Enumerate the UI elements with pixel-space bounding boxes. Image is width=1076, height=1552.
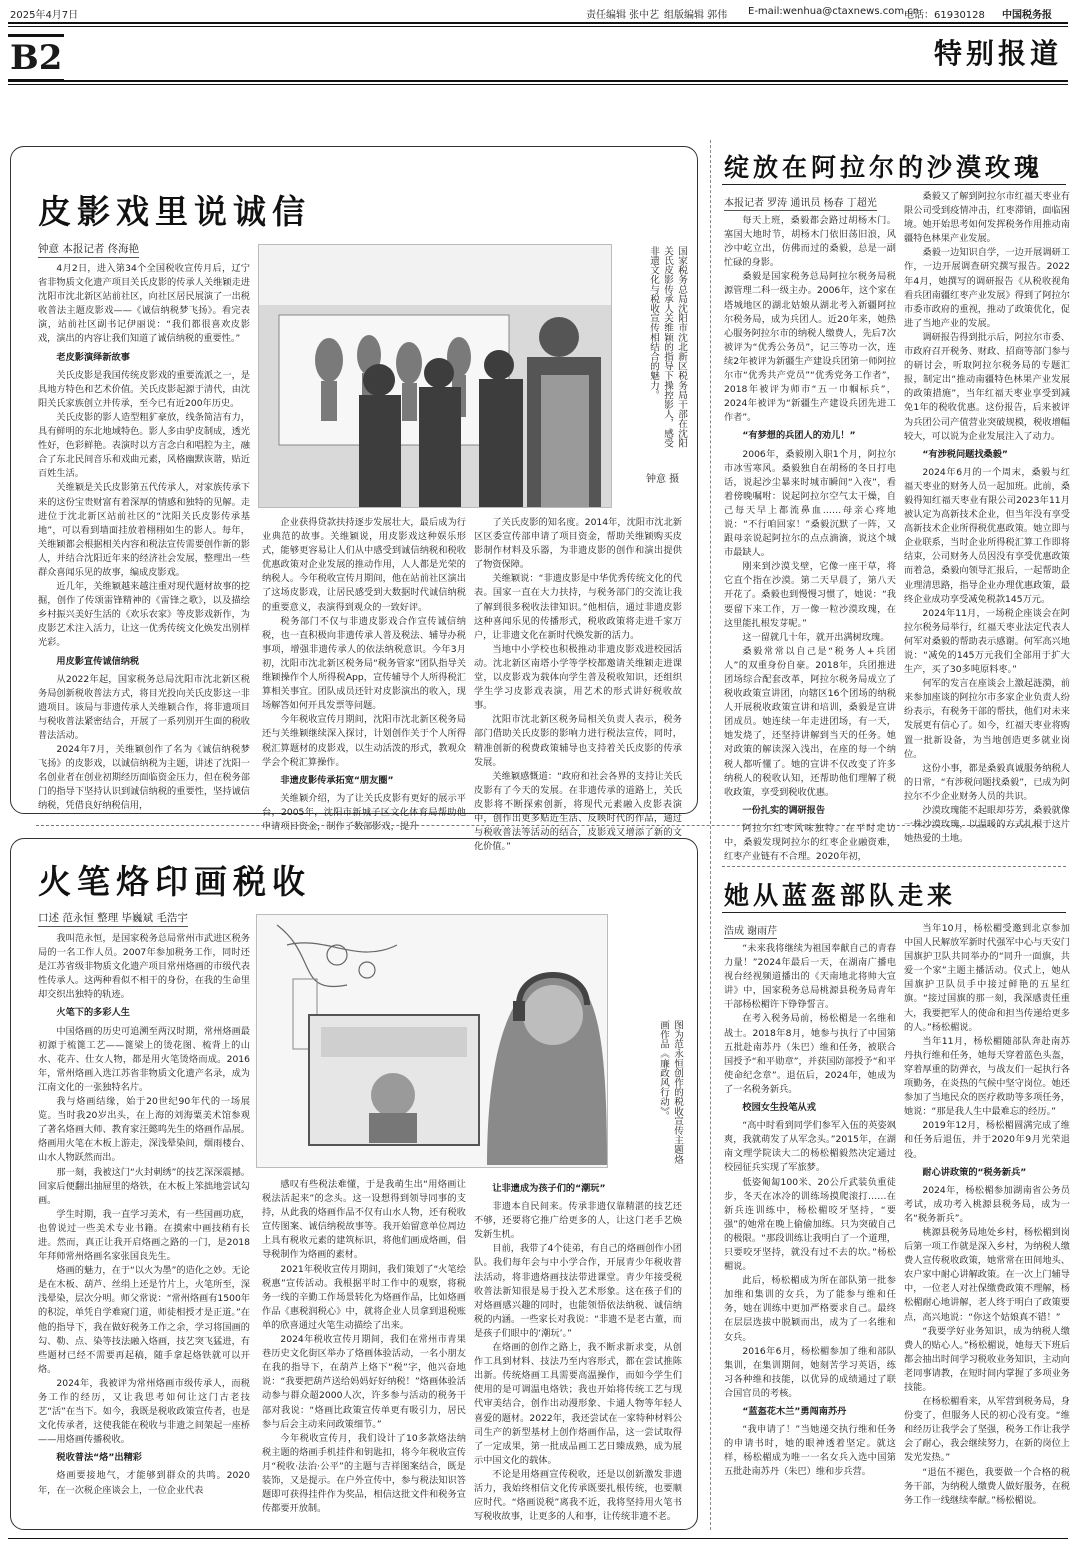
- subheading: 非遗皮影传承拓宽“朋友圈”: [280, 774, 394, 786]
- paragraph: “我申请了！”当她递交执行维和任务的申请书时，她的眼神透着坚定。就这样，杨松楣成为唯一一名女兵入选中国第五批赴南苏丹（朱巴）维和步兵营。: [724, 1424, 896, 1478]
- paragraph: 关氏皮影的影人造型粗犷豪放，线条简洁有力，具有鲜明的东北地域特色。影人多由驴皮制成，透光性好，色彩鲜艳。表演时以方言念白和唱腔为主，融合了东北民间音乐和戏曲元素，风格幽默诙谐，贴近百姓生活。: [38, 411, 250, 480]
- paragraph: 2006年，桑毅刚入职1个月，阿拉尔市冰雪寒风。桑毅独自在胡杨的冬日打电话，说起沙尘暴来时城市瞬间“入夜”，看着傍晚嘱咐：说起阿拉尔空气太干燥，自己每天早上都流鼻血……母亲心疼地说：“不行咱回家！”桑毅沉默了一阵，又跟母亲说起阿拉尔的点点滴滴，说这个城市最缺人。: [724, 448, 896, 559]
- subheading: 一份扎实的调研报告: [742, 804, 826, 816]
- paragraph: 桃源县税务局地处乡村，杨松楣到岗后第一项工作就是深入乡村，为纳税人缴费人宣传税收政策，她常常在田间地头、农户家中耐心讲解政策。在一次上门辅导中，一位老人对社保缴费政策不理解，杨松楣耐心地讲解，老人终于明白了政策要点，高兴地说：“你这个姑娘真不错！”: [904, 1226, 1070, 1323]
- paragraph: 企业获得贷款扶持逐步发展壮大，最后成为行业典范的故事。关维颖说，用皮影戏这种娱乐形式，能够更容易让人们从中感受到诚信纳税和税收优惠政策对企业发展的推动作用，人人都是光荣的纳税人。今年税收宣传月期间，他在站前社区演出了这场皮影戏，让居民感受到大数据时代诚信纳税的重要意义，表演得到观众的一致好评。: [262, 517, 466, 613]
- subheading: 用皮影宣传诚信纳税: [56, 655, 140, 667]
- paragraph: 2024年11月，一场税企座谈会在阿拉尔税务局举行，红福天枣业法定代表人何军对桑毅的帮助表示感谢。何军高兴地说：“减免的145万元我们全部用于扩大生产，买了30多吨原料枣。”: [904, 607, 1070, 676]
- story-right-separator: [722, 866, 1066, 867]
- paragraph: 关维颖介绍，为了让关氏皮影有更好的展示平台，2005年，沈阳市新城子区文化体育局帮助他申请项目资金，制作了数部影戏，提升: [262, 792, 466, 832]
- paragraph: 不论是用烙画宣传税收，还是以创新激发非遗活力，我始终相信文化传承既要扎根传统，也要顺应时代。“烙画说税”离我不近，我将坚持用火笔书写税收故事，让更多的人和事，让传统非遗不老。: [474, 1468, 682, 1523]
- shadow-puppet-photo-credit: 钟意 摄: [646, 474, 680, 485]
- paragraph: 我叫范永恒，是国家税务总局常州市武进区税务局的一名工作人员。2007年参加税务工作，同时还是江苏省级非物质文化遗产项目常州烙画的市级代表性传承人。这两种看似不相干的身份，在我的生命里却交织出独特的轨迹。: [38, 933, 250, 1001]
- paragraph: 关维颖是关氏皮影第五代传承人，对家族传承下来的这份宝贵财富有着深厚的情感和独特的见解。走进位于沈北新区站前社区的“沈阳关氏皮影传承基地”，可以看到墙面挂放着栩栩如生的影人。每年，关维颖都会根据相关内容和税法宣传需要创作新的影人，并结合沈阳近年来的经济社会发展，整理出一些群众喜闻乐见的故事，编成皮影戏。: [38, 482, 250, 578]
- paragraph: 当年11月，杨松楣随部队奔赴南苏丹执行维和任务，她每天穿着蓝色头盔，穿着厚重的防弹衣，与战友们一起执行各项勤务，在炎热的气候中坚守岗位。她还参加了当地民众的医疗救助等多项任务，她说：“那是我人生中最难忘的经历。”: [904, 1035, 1070, 1118]
- paragraph: 刚来到沙漠戈壁，它像一座干草，将它直个指在沙漠。第二天早晨了，第八天开花了。桑毅也到慢慢习惯了，她说：“我要留下来工作，万一像一粒沙漠玫瑰，在这里能扎根发芽呢。”: [724, 561, 896, 629]
- paragraph: 每天上班，桑毅都会路过胡杨木门。塞国大地时节，胡杨木门依旧荡旧浪，风沙中屹立出，仿佛而过的桑毅，总是一副忙碌的身影。: [724, 215, 896, 269]
- subheading: 火笔下的多彩人生: [56, 1007, 130, 1019]
- paragraph: 2024年，我被评为常州烙画市级传承人，而税务工作的经历，又让我思考如何让这门古老技艺“活”在当下。如今，我既是税收政策宣传者，也是文化传承者，这使我能在税收与非遗之间架起一座桥——用烙画传播税收。: [38, 1377, 250, 1446]
- paragraph: 目前，我带了4个徒弟，有自己的烙画创作小团队。我们每年会与中小学合作，开展青少年税收普法活动，将非遗烙画技法带进课堂。青少年接受税收普法新知很是易于投入艺术形象。这在孩子们的对烙画感兴趣的同时，也能领悟依法纳税、诚信纳税的内涵。一些家长对我说：“非遗不是老古董，而是孩子们眼中的‘潮玩’。”: [474, 1243, 682, 1339]
- paragraph: 我与烙画结缘，始于20世纪90年代的一场展览。当时我20岁出头，在上海的刘海粟美术馆参观了著名烙画大师、教育家汪懿鸣先生的烙画作品展。烙画用火笔在木板上游走，深浅晕染间，烟雨楼台、山水人物跃然而出。: [38, 1096, 250, 1164]
- paragraph: 此后，杨松楣成为所在部队第一批参加维和集训的女兵，为了能参与维和任务，她在训练中更加严格要求自己。最终在层层选拔中脱颖而出，成为了一名维和女兵。: [724, 1275, 896, 1343]
- paragraph: 桑毅又了解到阿拉尔市红福天枣业有限公司受到疫情冲击，红枣滞销，面临困境。她开始思考如何发挥税务作用推动南疆特色林果产业发展。: [904, 191, 1070, 245]
- paragraph: 低姿匍匐100米、20公斤武装负重徒步，冬天在冰冷的训练场摸爬滚打……在新兵连训练中，杨松楣咬牙坚持，“要强”的她常在晚上偷偷加练。只为突破自己的极限。“那段训练让我明白了一个道理，只要咬牙坚持，就没有过不去的坎。”杨松楣说。: [724, 1176, 896, 1273]
- designer-credit: 组版编辑 郭伟: [664, 10, 728, 21]
- story-desert-rose-rule: [722, 184, 1066, 185]
- paragraph: 2024年，杨松楣参加湖南省公务员考试，成功考入桃源县税务局，成为一名“税务新兵”。: [904, 1184, 1070, 1224]
- paragraph: 2016年6月，杨松楣参加了维和部队集训，在集训期间，她刻苦学习英语，练习各种维和技能，以优异的成绩通过了联合国官员的考核。: [724, 1345, 896, 1399]
- section-rule: [8, 80, 1068, 82]
- subheading: 老皮影演绎新故事: [56, 351, 130, 363]
- paragraph: 在考入税务局前，杨松楣是一名维和战士。2018年8月，她参与执行了中国第五批赴南苏丹（朱巴）维和任务，被联合国授予“和平勋章”，并获国防部授予“和平使命纪念章”。退伍后，2024年，她成为了一名税务新兵。: [724, 1013, 896, 1095]
- pyrography-photo-caption: 图为范永恒创作的税收宣传主题烙画作品《廉政风行动》。: [658, 1020, 683, 1164]
- paragraph: 在烙画的创作之路上，我不断求新求变，从创作工具到材料、技法乃至内容形式，都在尝试推陈出新。传统烙画工具需要高温操作，而如今学生们使用的是可调温电烙铁；我也开始将传统工艺与现代审美结合，创作出动漫形象、卡通人物等年轻人喜爱的题材。2022年，我还尝试在一家特种材料公司生产的新型基材上创作烙画作品，这一尝试取得了一定成果，第一批成品画工艺日臻成熟，成为展示中国文化的载体。: [474, 1342, 682, 1466]
- newspaper-name: 中国税务报: [1002, 10, 1052, 21]
- paragraph: 桑毅是国家税务总局阿拉尔税务局税源管理二科一级主办。2006年，这个家在塔城地区的湖北姑娘从湖北考入新疆阿拉尔税务局，成为兵团人。近20年来，她热心服务阿拉尔市的纳税人缴费人，先后7次被评为“优秀公务员”，记三等功一次，连续2年被评为新疆生产建设兵团第一师阿拉尔市“优秀共产党员”“优秀党务工作者”，2018年被评为师市“五一巾帼标兵”，2024年被评为“新疆生产建设兵团先进工作者”。: [724, 271, 896, 424]
- paragraph: 从2022年起，国家税务总局沈阳市沈北新区税务局创新税收普法方式，将目光投向关氏皮影这一非遗项目。该局与非遗传承人关维颖合作，将非遗项目与税收普法紧密结合，开展了一系列別开生面的税收普法活动。: [38, 673, 250, 741]
- page-number-text: B2: [8, 34, 64, 82]
- subheading: “有梦想的兵团人的劝儿！”: [742, 430, 856, 442]
- shadow-puppet-photo-caption: 国家税务总局沈阳市沈北新区税务局干部在沈阳关氏皮影传承人关维颖的指导下操控影人，感受非遗文化与税收宣传相结合的魅力。: [648, 246, 687, 448]
- story-blue-helmet-headline: 她从蓝盔部队走来: [724, 881, 957, 910]
- paragraph: “高中时看到同学们参军入伍的英姿飒爽，我就萌发了从军念头。”2015年，在湖南文理学院读大二的杨松楣毅然决定通过校园征兵实现了军旅梦。: [724, 1120, 896, 1174]
- subheading: 税收普法“烙”出精彩: [56, 1452, 142, 1464]
- paragraph: 当地中小学校也积极推动非遗皮影戏进校园活动。沈北新区南塔小学等学校都邀请关维颖走进课堂，以皮影戏为载体向学生普及税收知识，还组织学生学习皮影戏表演，用艺术的形式讲好税收故事。: [474, 643, 682, 712]
- paragraph: 非遗本自民间来。传承非遗仅靠精湛的技艺还不够，还要将它推广给更多的人，让这门老手艺焕发新生机。: [474, 1201, 682, 1241]
- paragraph: 那一刻，我被这门“火封刺绣”的技艺深深震撼。回家后便翻出抽屉里的烙铁，在木板上笨拙地尝试勾画。: [38, 1166, 250, 1206]
- paragraph: 近几年，关维颖越来越注重对现代题材故事的挖掘，创作了传颂雷锋精神的《雷锋之歌》，以及描绘乡村振兴美好生活的《欢乐农家》等皮影戏新作，为皮影艺术注入活力，让这一优秀传统文化焕发出别样光彩。: [38, 581, 250, 649]
- page-number: [8, 34, 70, 82]
- contact-email: E-mail:wenhua@ctaxnews.com.cn: [748, 6, 920, 17]
- paragraph: “未来我将继续为祖国奉献自己的青春力量！”2024年最后一天，在湖南广播电视台经视频道播出的《天南地北将帅大宣讲》中，国家税务总局桃源县税务局青年干部杨松楣许下铮铮誓言。: [724, 943, 896, 1011]
- paragraph: 烙画的魅力，在于“以火为墨”的造化之妙。无论是在木板、葫芦、丝绢上还是竹片上，火笔所至，深浅晕染，层次分明。师父常说：“常州烙画有1500年的积淀，单凭自学难窥门道，师徒相授才是正道。”在他的指导下，我在做好税务工作之余，学习将国画的勾、勒、点、染等技法融入烙画，技艺突飞猛进，有些题材已经不需要再起稿，随手拿起烙铁就可以开烙。: [38, 1265, 250, 1375]
- story-shadow-puppet-column-1: [38, 262, 250, 812]
- paragraph: 4月2日，进入第34个全国税收宣传月后，辽宁省非物质文化遗产项目关氏皮影的传承人关维颖走进沈阳市沈北新区站前社区，向社区居民展演了一出税收普法主题皮影戏——《诚信纳税梦飞扬》。看完表演，站前社区副书记伊丽说：“我们都很喜欢皮影戏，演出的内容让我们知道了诚信纳税的重要性。”: [38, 263, 250, 345]
- story-shadow-puppet-byline: 钟意 本报记者 佟海艳: [38, 241, 139, 258]
- paragraph: 关氏皮影是我国传统皮影戏的重要流派之一，是具地方特色和艺术价值。关氏皮影起源于清代，由沈阳关氏家族创立并传承，至今已有近200年历史。: [38, 369, 250, 409]
- story-blue-helmet-byline: 浩成 谢雨芹: [724, 922, 777, 939]
- paragraph: 2019年12月，杨松楣圆满完成了维和任务后退伍，并于2020年9月光荣退役。: [904, 1120, 1070, 1160]
- paragraph: 2024年6月的一个周末，桑毅与红福天枣业的财务人员一起加班。此前，桑毅得知红福天枣业有限公司2023年11月被认定为高新技术企业，但当年没有享受高新技术企业所得税优惠政策。她立即与企业联系，当时企业所得税汇算工作即将结束，公司财务人员因没有享受优惠政策而着急，桑毅向领导汇报后，一起帮助企业理清思路，指导企业办理优惠政策，最终企业成功享受减免税款145万元。: [904, 466, 1070, 605]
- header-rule-thin: [8, 26, 1068, 27]
- story-blue-helmet-column-1: [724, 942, 896, 1530]
- story-shadow-puppet-headline: 皮影戏里说诚信: [38, 192, 311, 231]
- subheading: 让非遗成为孩子们的“潮玩”: [492, 1183, 606, 1194]
- subheading: 校园女生投笔从戎: [742, 1102, 816, 1114]
- story-desert-rose-headline: 绽放在阿拉尔的沙漠玫瑰: [724, 153, 1044, 182]
- paragraph: 2024年7月，关维颖创作了名为《诚信纳税梦飞扬》的皮影戏，以诚信纳税为主题，讲述了沈阳一名创业者在创业初期经历面临资金压力，但在税务部门的指导下坚持认识到诚信纳税的重要性，坚持诚信纳税，凭借良好纳税信用，: [38, 744, 250, 812]
- paragraph: 阿拉尔红枣风味独特。在平时走访中，桑毅发现阿拉尔的红枣企业融资难，红枣产业链有不合理。2020年初，: [724, 822, 896, 863]
- issue-date: 2025年4月7日: [10, 10, 79, 21]
- story-pyrography-column-2: [262, 1178, 466, 1518]
- paragraph: 沈阳市沈北新区税务局相关负责人表示，税务部门借助关氏皮影的影响力进行税法宣传，同时，精准创新的税费政策辅导也支持着关氏皮影的传承发展。: [474, 714, 682, 768]
- header-rule: [8, 22, 1068, 24]
- paragraph: 烙画要接地气，才能够到群众的共鸣。2020年，在一次税企座谈会上，一位企业代表: [38, 1470, 250, 1496]
- story-shadow-puppet-column-2: [262, 516, 466, 832]
- paragraph: 桑毅一边知识自学，一边开展调研工作，一边开展调查研究撰写报告。2022年4月，她撰写的调研报告《从税收视角看兵团南疆红枣产业发展》得到了阿拉尔市委市政府的重视，推动了政策优化，促进了当地产业的发展。: [904, 247, 1070, 329]
- editor-credit: 责任编辑 张中艺: [586, 10, 660, 21]
- paragraph: 关维颖说：“非遗皮影是中华优秀传统文化的代表。国家一直在大力扶持，与税务部门的交流让我了解到很多税收法律知识。”他相信，通过非遗皮影这种喜闻乐见的传播形式，税收政策将走进千家万户，让非遗文化在新时代焕发新的活力。: [474, 573, 682, 641]
- contact-phone: 电话：61930128: [904, 10, 985, 21]
- pyrography-artwork-photo: [256, 914, 608, 1168]
- paragraph: 税务部门不仅与非遗皮影戏合作宣传诚信纳税，也一直积极向非遗传承人普及税法、辅导办税事项，增强非遗传承人的依法纳税意识。今年3月初，沈阳市沈北新区税务局“税务管家”团队指导关维颖操作个人所得税App，宣传辅导个人所得税汇算相关事宜。团队成员还针对皮影演出的收入，现场解答如何开具发票等问题。: [262, 615, 466, 712]
- story-pyrography-byline: 口述 范永恒 整理 毕巍斌 毛浩宇: [38, 910, 188, 927]
- section-rule-thin: [8, 84, 1068, 85]
- paragraph: 何军的发言在座谈会上激起涟漪，前来参加座谈的阿拉尔市多家企业负责人纷纷表示，有税务干部的帮扶，他们对未来发展更有信心了。如今，红福天枣业将购置一批新设备，为当地创造更多就业岗位。: [904, 678, 1070, 760]
- paragraph: 2024年税收宣传月期间，我们在常州市青果巷历史文化街区举办了烙画体验活动，一名小朋友在我的指导下，在葫芦上烙下“税”字，他兴奋地说：“我要把葫芦送给妈妈好好纳税！”烙画体验活动参与群众超2000人次，许多参与活动的税务干部对我说：“烙画比政策宣传单更有吸引力，居民参与后会主动来问政策细节。”: [262, 1334, 466, 1430]
- story-pyrography-headline: 火笔烙印画税收: [38, 862, 311, 901]
- paragraph: 调研报告得到批示后，阿拉尔市委、市政府召开税务、财政、招商等部门参与的研讨会，听取阿拉尔税务局的专题汇报，制定出“推动南疆特色林果产业发展的政策措施”，当年红福天枣业享受到减免1年的税收优惠。这份报告，后来被评为兵团公司产值营业突破规模，税收增幅较大，可以说为企业发展注入了动力。: [904, 331, 1070, 442]
- paragraph: 这份小事，都是桑毅真诚服务纳税人的日常，“有涉税问题找桑毅”，已成为阿拉尔不少企业财务人员的共识。: [904, 762, 1070, 802]
- paragraph: 2021年税收宣传月期间，我们策划了“火笔绘税惠”宣传活动。我根据平时工作中的观察，将税务一线的辛勤工作场景转化为烙画作品，比如烙画作品《惠税润税心》中，就将企业人员拿到退税账单的欣喜通过火笔生动描绘了出来。: [262, 1263, 466, 1331]
- paragraph: 感叹有些税法难懂，于是我萌生出“用烙画让税法活起来”的念头。这一设想得到领导同事的支持，从此我的烙画作品不仅有山水人物，还有税收宣传图案、诚信纳税故事等。我开始留意单位周边上具有税收元素的建筑标识，将他们画成烙画，倡导税制作为烙画的素材。: [262, 1179, 466, 1261]
- subheading: “蓝盔花木兰”勇闯南苏丹: [742, 1406, 847, 1417]
- paragraph: 学生时期，我一直学习美术，有一些国画功底，也曾说过一些美术专业书籍。在摸索中画技稍有长进。然而，真正让我开启烙画之路的一门，是2018年拜师常州烙画名家张国良先生。: [38, 1208, 250, 1263]
- shadow-puppet-photo: [258, 244, 612, 508]
- section-title: 特别报道: [933, 37, 1062, 70]
- pyrography-artwork-image: [257, 915, 607, 1167]
- story-desert-rose-column-1: [724, 214, 896, 863]
- subheading: “有涉税问题找桑毅”: [922, 448, 1008, 460]
- paragraph: “退伍不褪色，我要做一个合格的税务干部，为纳税人缴费人做好服务，在税务工作一线继续奉献。”杨松楣说。: [904, 1466, 1070, 1506]
- paragraph: 中国烙画的历史可追溯至两汉时期，常州烙画最初源于梳篦工艺——篦梁上的烫花图、梳背上的山水、花卉、仕女人物，都是用火笔烫烙而成。2016年，常州烙画入选江苏省非物质文化遗产名录，成为江南文化的一张独特名片。: [38, 1025, 250, 1093]
- story-desert-rose-column-2: [904, 190, 1070, 844]
- story-blue-helmet-rule: [722, 912, 1066, 913]
- paragraph: 今年税收宣传月期间，沈阳市沈北新区税务局还与关维颖继续深入探讨，计划创作关于个人所得税汇算题材的皮影戏，以生动活泼的形式，教观众学会个税汇算操作。: [262, 714, 466, 768]
- story-pyrography-column-3: [474, 1178, 682, 1523]
- paragraph: 沙漠玫瑰能不起眼却芬芳，桑毅就像一株沙漠玫瑰，以温暖的方式扎根于这片她热爱的土地。: [904, 805, 1070, 845]
- paragraph: 桑毅常常以自己是“税务人+兵团人”的双重身份自豪。2018年，兵团推进团场综合配套改革，阿拉尔税务局成立了税收政策宣讲团，向辖区16个团场的纳税人开展税收政策宣讲和培训，桑毅是宣讲团成员。她连续一年走进团场，有一天，她发烧了，还坚持讲解到当天的任务。她对政策的解读深入浅出，在座的每一个纳税人都听懂了。她的宣讲不仅改变了许多纳税人的税收认知，还帮助他们理解了税收政策，享受到税收优惠。: [724, 645, 896, 798]
- paragraph: “我要学好业务知识，成为纳税人缴费人的贴心人。”杨松楣说，她每天下班后都会抽出时间学习税收业务知识，主动向老同事请教，在短时间内掌握了多项业务技能。: [904, 1325, 1070, 1393]
- subheading: 耐心讲政策的“税务新兵”: [922, 1166, 1027, 1178]
- paragraph: 了关氏皮影的知名度。2014年，沈阳市沈北新区区委宣传部申请了项目资金，帮助关维颖购买皮影制作材料及乐器，为非遗皮影的创作和演出提供了物资保障。: [474, 517, 682, 571]
- paragraph: 关维颖感慨道：“政府和社会各界的支持让关氏皮影有了今天的发展。在非遗传承的道路上，关氏皮影将不断探索创新，将现代元素融入皮影表演中，创作出更多贴近生活、反映时代的作品，通过与税收普法等活动的结合，皮影戏又增添了新的文化价值。”: [474, 770, 682, 853]
- footer-rule: [8, 1538, 1068, 1539]
- paragraph: 在杨松楣看来，从军营到税务局，身份变了，但服务人民的初心没有变。“维和经历让我学会了坚强，税务工作让我学会了耐心，我会继续努力，在新的岗位上发光发热。”: [904, 1396, 1070, 1464]
- right-column-divider: [710, 140, 711, 1530]
- story-blue-helmet-column-2: [904, 922, 1070, 1530]
- paragraph: 今年税收宣传月，我们设计了10多款烙法纳税主题的烙画手机挂件和钥匙扣，将今年税收宣传月“税收·法治·公平”的主题与吉祥图案结合，既是装饰，又是提示。在户外宣传中，参与税法知识答题即可获得挂件作为奖品，相信这批文件和税务宣传都要开放制。: [262, 1432, 466, 1515]
- shadow-puppet-photo-image: [259, 245, 611, 507]
- story-pyrography-column-1: [38, 932, 250, 1518]
- story-shadow-puppet-column-3: [474, 516, 682, 853]
- paragraph: 这一留就几十年，就开出满树玫瑰。: [742, 631, 890, 643]
- paragraph: 当年10月，杨松楣受邀到北京参加中国人民解放军新时代强军中心与天安门国旗护卫队共同举办的“同升一面旗，共爱一个家”主题主播活动。仪式上，她从国旗护卫队员手中接过鲜艳的五星红旗。“接过国旗的那一刻，我深感责任重大，我要把军人的使命和担当传递给更多的人。”杨松楣说。: [904, 923, 1070, 1033]
- story-desert-rose-byline: 本报记者 罗涛 通讯员 杨春 丁超光: [724, 194, 877, 211]
